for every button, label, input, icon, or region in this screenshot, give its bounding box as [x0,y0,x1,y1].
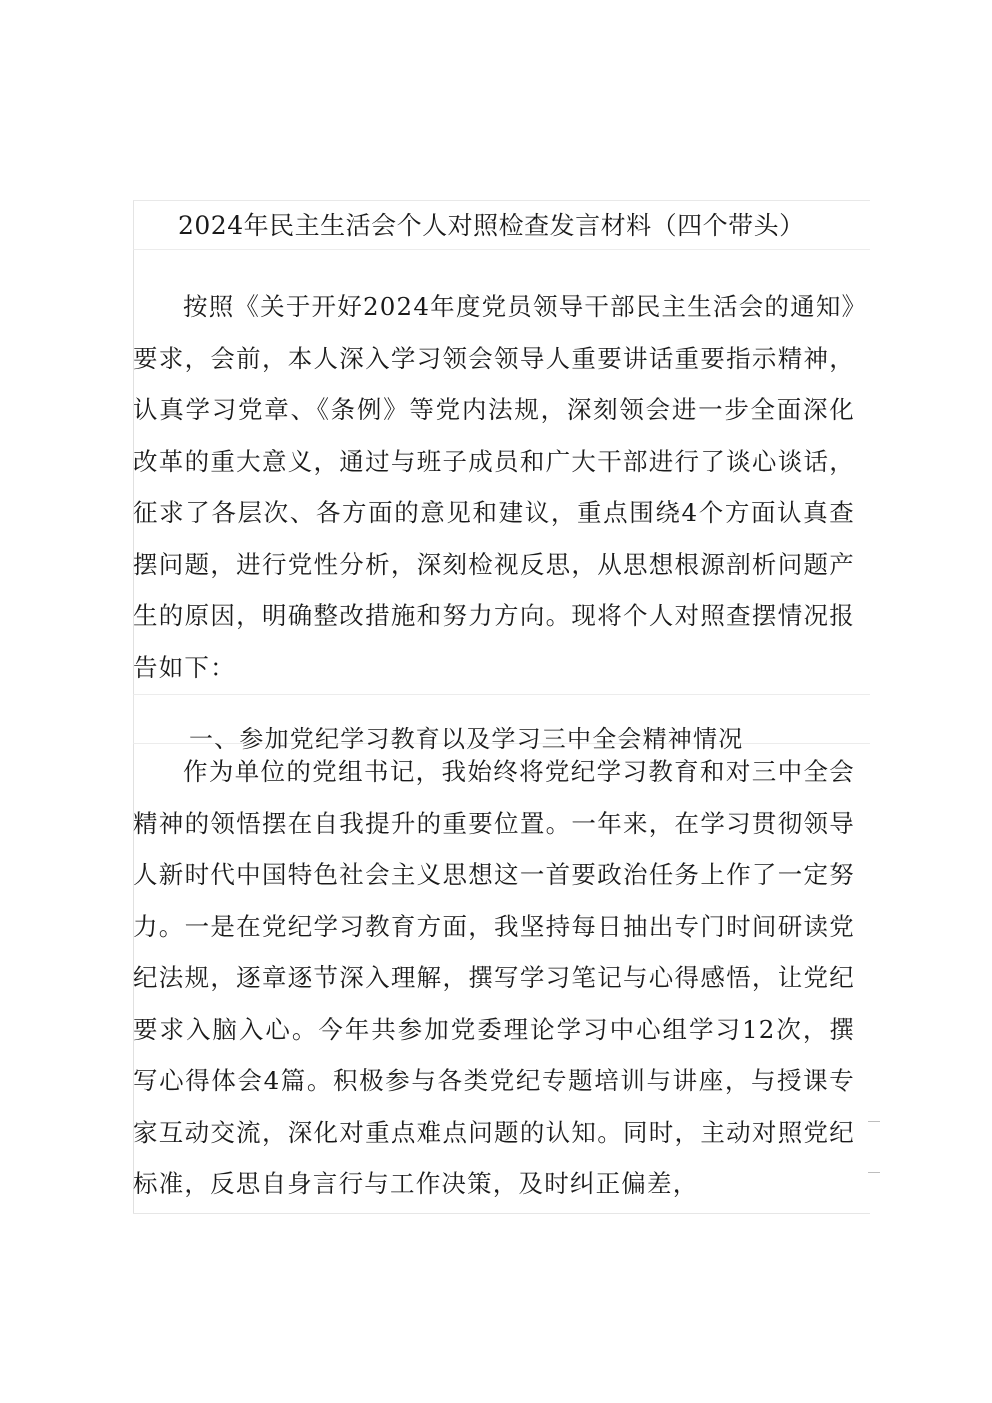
margin-tick [868,1121,880,1122]
margin-tick [868,1172,880,1173]
document-title: 2024年民主生活会个人对照检查发言材料（四个带头） [178,211,805,240]
section-1-paragraph: 作为单位的党组书记，我始终将党纪学习教育和对三中全会精神的领悟摆在自我提升的重要位置。一年来，在学习贯彻领导人新时代中国特色社会主义思想这一首要政治任务上作了一定努力。一是在党纪学习教育方面，我坚持每日抽出专门时间研读党纪法规，逐章逐节深入理解，撰写学习笔记与心得感悟，让党纪要求入脑入心。今年共参加党委理论学习中心组学习12次，撰写心得体会4篇。积极参与各类党纪专题培训与讲座，与授课专家互动交流，深化对重点难点问题的认知。同时，主动对照党纪标准，反思自身言行与工作决策，及时纠正偏差， [133,757,855,1198]
section-1-heading: 一、参加党纪学习教育以及学习三中全会精神情况 [189,724,744,753]
bottom-rule [133,1213,870,1214]
intro-paragraph: 按照《关于开好2024年度党员领导干部民主生活会的通知》要求，会前，本人深入学习领会领导人重要讲话重要指示精神，认真学习党章、《条例》等党内法规，深刻领会进一步全面深化改革的重大意义，通过与班子成员和广大干部进行了谈心谈话，征求了各层次、各方面的意见和建议，重点围绕4个方面认真查摆问题，进行党性分析，深刻检视反思，从思想根源剖析问题产生的原因，明确整改措施和努力方向。现将个人对照查摆情况报告如下： [133,292,855,682]
title-row [133,200,870,250]
section-heading-row [133,694,870,753]
